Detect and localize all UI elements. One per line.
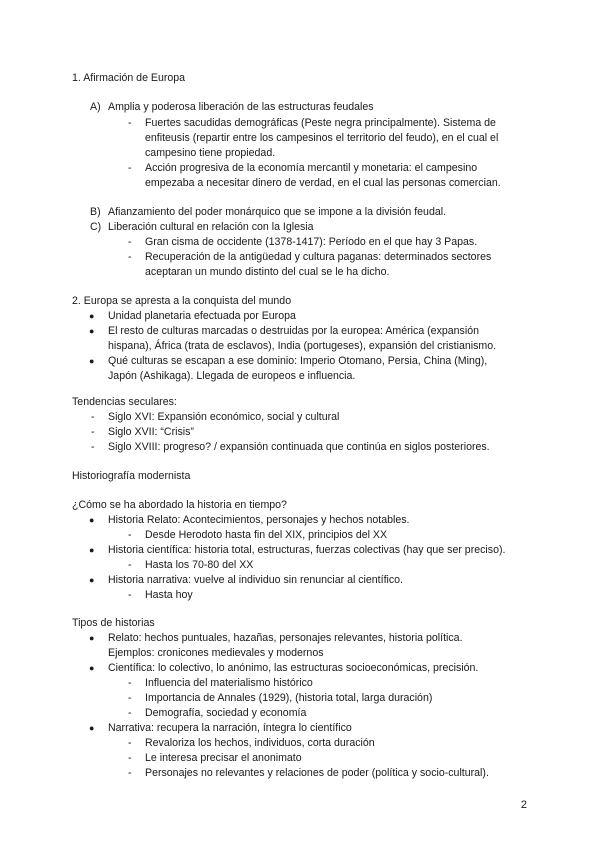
tipos-cientifica-sub3: Demografía, sociedad y economía [145,707,307,719]
item-c-title: Liberación cultural en relación con la Iglesia [108,221,314,233]
item-a-title: Amplia y poderosa liberación de las estructuras feudales [108,101,374,113]
tipos-relato-line1: Relato: hechos puntuales, hazañas, personajes relevantes, historia política. [108,632,463,644]
tipos-cientifica-sub1: Influencia del materialismo histórico [145,677,313,689]
bullet-marker: ● [89,575,95,585]
dash-marker: - [91,426,95,438]
abordado-item-3-sub: Hasta hoy [145,589,193,601]
dash-marker: - [91,441,95,453]
dash-marker: - [128,251,132,263]
tipos-relato-line2: Ejemplos: cronicones medievales y modernos [108,647,324,659]
marker-a: A) [90,101,101,113]
section1-heading: 1. Afirmación de Europa [72,72,186,84]
tipos-heading: Tipos de historias [72,617,155,629]
bullet-marker: ● [89,515,95,525]
a-bullet1-line2: enfiteusis (repartir entre los campesinos el territorio del feudo), en el cual el [145,132,499,144]
dash-marker: - [128,559,132,571]
dash-marker: - [91,411,95,423]
s2-bullet3-line1: Qué culturas se escapan a ese dominio: Imperio Otomano, Persia, China (Ming), [108,355,488,367]
bullet-marker: ● [89,545,95,555]
tipos-cientifica-sub2: Importancia de Annales (1929), (historia total, larga duración) [145,692,433,704]
dash-marker: - [128,162,132,174]
dash-marker: - [128,529,132,541]
bullet-marker: ● [89,311,95,321]
dash-marker: - [128,677,132,689]
tipos-narrativa: Narrativa: recupera la narración, íntegra lo científico [108,722,352,734]
a-bullet2-line1: Acción progresiva de la economía mercantil y monetaria: el campesino [145,162,478,174]
a-bullet1-line3: campesino tiene propiedad. [145,147,276,159]
marker-c: C) [90,221,102,233]
dash-marker: - [128,589,132,601]
a-bullet1-line1: Fuertes sacudidas demográficas (Peste negra principalmente). Sistema de [145,117,496,129]
bullet-marker: ● [89,633,95,643]
tendencias-item-1: Siglo XVI: Expansión económico, social y cultural [108,411,340,423]
a-bullet2-line2: empezaba a necesitar dinero de verdad, en el cual las personas comercian. [145,177,501,189]
section2-heading: 2. Europa se apresta a la conquista del mundo [72,295,292,307]
dash-marker: - [128,707,132,719]
item-b-title: Afianzamiento del poder monárquico que se impone a la división feudal. [108,206,447,218]
dash-marker: - [128,752,132,764]
page-number: 2 [520,799,527,811]
c-bullet2-line2: aceptaran un mundo distinto del cual se le ha dicho. [145,266,390,278]
tipos-narrativa-sub1: Revaloriza los hechos, individuos, corta duración [145,737,375,749]
s2-bullet2-line2: hispana), África (trata de esclavos), India (portugeses), expansión del cristianismo. [108,340,497,352]
bullet-marker: ● [89,356,95,366]
c-bullet1-line1: Gran cisma de occidente (1378-1417): Período en el que hay 3 Papas. [145,236,478,248]
abordado-item-2-sub: Hasta los 70-80 del XX [145,559,254,571]
tipos-cientifica: Científica: lo colectivo, lo anónimo, las estructuras socioeconómicas, precisión. [108,662,479,674]
tendencias-item-2: Siglo XVII: “Crisis” [108,426,194,438]
marker-b: B) [90,206,101,218]
abordado-item-2: Historia científica: historia total, estructuras, fuerzas colectivas (hay que ser preciso). [108,544,506,556]
dash-marker: - [128,692,132,704]
dash-marker: - [128,236,132,248]
historiografia-heading: Historiografía modernista [72,470,191,482]
abordado-item-1-sub: Desde Herodoto hasta fin del XIX, principios del XX [145,529,388,541]
tendencias-heading: Tendencias seculares: [72,396,177,408]
tipos-narrativa-sub2: Le interesa precisar el anonimato [145,752,302,764]
dash-marker: - [128,737,132,749]
abordado-item-1: Historia Relato: Acontecimientos, personajes y hechos notables. [108,514,410,526]
c-bullet2-line1: Recuperación de la antigüedad y cultura paganas: determinados sectores [145,251,492,263]
dash-marker: - [128,117,132,129]
tipos-narrativa-sub3: Personajes no relevantes y relaciones de poder (política y socio-cultural). [145,767,489,779]
abordado-item-3: Historia narrativa: vuelve al individuo sin renunciar al científico. [108,574,404,586]
tendencias-item-3: Siglo XVIII: progreso? / expansión continuada que continúa en siglos posteriores. [108,441,490,453]
bullet-marker: ● [89,326,95,336]
dash-marker: - [128,767,132,779]
abordado-heading: ¿Cómo se ha abordado la historia en tiempo? [72,499,287,511]
bullet-marker: ● [89,663,95,673]
s2-bullet3-line2: Japón (Ashikaga). Llegada de europeos e influencia. [108,370,356,382]
bullet-marker: ● [89,723,95,733]
s2-bullet2-line1: El resto de culturas marcadas o destruidas por la europea: América (expansión [108,325,479,337]
s2-bullet1-line1: Unidad planetaria efectuada por Europa [108,310,296,322]
